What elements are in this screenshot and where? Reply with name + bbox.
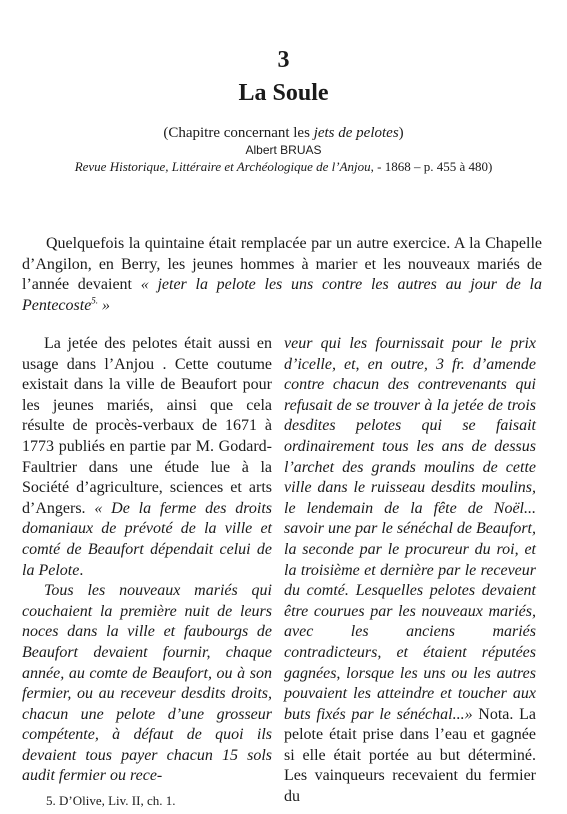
author-name: Albert BRUAS [245,143,322,157]
intro-quote-end: » [98,296,111,314]
source-journal: Revue Historique, Littéraire et Archéologique de l’Anjou [74,159,371,174]
subtitle-italic: jets de pelotes [313,125,399,141]
chapter-title: La Soule [238,80,329,106]
subtitle-text: (Chapitre concernant les [163,125,314,141]
intro-quote-text: « jeter la pelote les uns contre les autres au jour de la Pentecoste [22,276,542,314]
left-paragraph-1 [22,334,272,581]
intro-text: Quelquefois la quintaine était remplacée par un autre exercice. A la Chapelle d’Angilon, en Berry, les jeunes hommes à marier et les nouveaux mariés de l’année devaient [22,235,542,293]
left-paragraph-2 [22,581,272,787]
left-column [22,334,272,787]
subtitle-close: ) [398,125,404,141]
intro-paragraph [22,234,542,316]
chapter-subtitle [0,124,567,142]
right-text: Nota. La pelote était prise dans l’eau et gagnée si elle était portée au but déterminé. Les vainqueurs recevaient du fermier du [284,705,536,806]
intro-text-block [22,234,542,316]
left-quote-2: Tous les nouveaux mariés qui couchaient la première nuit de leurs noces dans la ville et faubourgs de Beaufort devaient fournir, chaque année, au comte de Beaufort, ou à son fermier, ou au receveur desdits droits, chacun une pelote d’une grosseur compétente, à défaut de quoi ils devaient tous payer chacun 15 sols audit fermier ou rece- [22,582,272,785]
right-paragraph [284,334,536,808]
source-reference [0,158,567,176]
footnote: 5. D’Olive, Liv. II, ch. 1. [46,793,176,808]
right-quote: veur qui les fournissait pour le prix d’icelle, et, en outre, 3 fr. d’amende contre chacun des contrevenants qui refusait de se trouver à la jetée de trois desdites pelotes qui se faisait ordinairement tous les ans de dessus l’archet des grands moulins de cette ville dans le ruisseau desdits moulins, le lendemain de la fête de Noël... savoir une par le sénéchal de Beaufort, la seconde par le procureur du roi, et la troisième et dernière par le receveur du comté. Lesquelles pelotes devaient être courues par les nouveaux mariés, avec les anciens mariés contradicteurs, et étaient réputées gagnées, lorsque les uns ou les autres pouvaient les atteindre et toucher aux buts fixés par le sénéchal...» [284,335,536,723]
left-text: La jetée des pelotes était aussi en usage dans l’Anjou . Cette coutume existait dans la ville de Beaufort pour les jeunes mariés, ainsi que cela résulte de procès-verbaux de 1671 à 1773 publiés en partie par M. Godard-Faultrier dans une étude lue à la Société d’agriculture, sciences et arts d’Angers. [22,335,272,517]
left-quote-end: . [79,561,84,579]
left-quote: « De la ferme des droits domaniaux de prévoté de la ville et comté de Beaufort dépendait celui de la Pelote [22,499,273,579]
source-details: , - 1868 – p. 455 à 480) [370,159,493,174]
right-column [284,334,536,808]
footnote-reference: 5. [91,295,99,306]
chapter-number: 3 [277,47,290,73]
